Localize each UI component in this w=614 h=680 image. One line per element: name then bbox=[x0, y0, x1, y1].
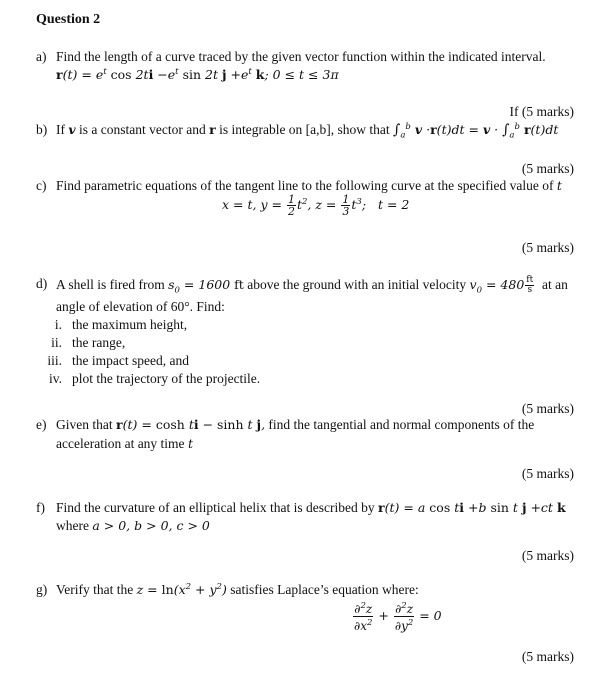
part-d-text: A shell is fired from $s_0 = 1600$ ft above the ground with an initial velocity $v_0 = 480$ $\frac{ft}{s}$ at an bbox=[56, 275, 568, 296]
part-g-marks: (5 marks) bbox=[521, 649, 574, 664]
part-e-text: Given that r(t) = cosh ti − sinh t j, find the tangential and normal components of the bbox=[56, 417, 535, 432]
part-c-text: Find parametric equations of the tangent line to the following curve at the specified value of t bbox=[56, 178, 562, 193]
question-title: Question 2 bbox=[36, 12, 101, 27]
part-f-label: f) bbox=[36, 500, 45, 515]
part-a-marks: If (5 marks) bbox=[509, 104, 574, 119]
part-b-marks: (5 marks) bbox=[521, 161, 574, 176]
part-d-item-1: i. the maximum height, bbox=[54, 317, 188, 332]
part-b-label: b) bbox=[36, 122, 48, 137]
part-e-line2: acceleration at any time t bbox=[56, 436, 193, 451]
part-f-text: Find the curvature of an elliptical helix that is described by r(t) = a cos ti +b sin t j +ct k bbox=[56, 500, 566, 515]
part-d-marks: (5 marks) bbox=[521, 401, 574, 416]
part-d-label: d) bbox=[36, 276, 48, 291]
part-f-marks: (5 marks) bbox=[521, 548, 574, 563]
part-e-marks: (5 marks) bbox=[521, 466, 574, 481]
part-f-line2: where a > 0, b > 0, c > 0 bbox=[56, 518, 210, 533]
part-a-text: Find the length of a curve traced by the given vector function within the indicated interval. bbox=[56, 49, 546, 64]
part-d-item-3: iii. the impact speed, and bbox=[47, 353, 189, 368]
part-d-item-2: ii. the range, bbox=[51, 335, 126, 350]
part-d-item-4: iv. plot the trajectory of the projectile. bbox=[49, 371, 261, 386]
part-c-marks: (5 marks) bbox=[521, 240, 574, 255]
part-a-equation: $r(t) = e^t$ $\cos 2ti -e^t$ sin 2t $j +e^t$ k; 0 ≤ t ≤ 3π bbox=[56, 67, 339, 83]
part-c-equation: x = t, y = $\frac{1}{2}$ $t^2$, z = $\frac{1}{3}$ $t^3$; t = 2 bbox=[222, 193, 410, 218]
part-g-label: g) bbox=[36, 582, 48, 597]
part-b-text: If v is a constant vector and r is integrable on [a,b], show that $\int_a^b$ $v \cdot r(t)dt = v \cdot \int_a^b$ r(t)dt bbox=[56, 122, 559, 141]
part-e-label: e) bbox=[36, 417, 47, 432]
part-g-text: Verify that the $z = \ln(x^2 + y^2)$ satisfies Laplace’s equation where: bbox=[56, 582, 419, 598]
part-d-line2: angle of elevation of 60°. Find: bbox=[56, 299, 225, 314]
laplace-equation: $\frac{\partial^2z}{\partial x^2}$ + $\frac{\partial^2z}{\partial y^2}$ = 0 bbox=[354, 601, 442, 633]
part-c-label: c) bbox=[36, 178, 47, 193]
part-a-label: a) bbox=[36, 49, 47, 64]
